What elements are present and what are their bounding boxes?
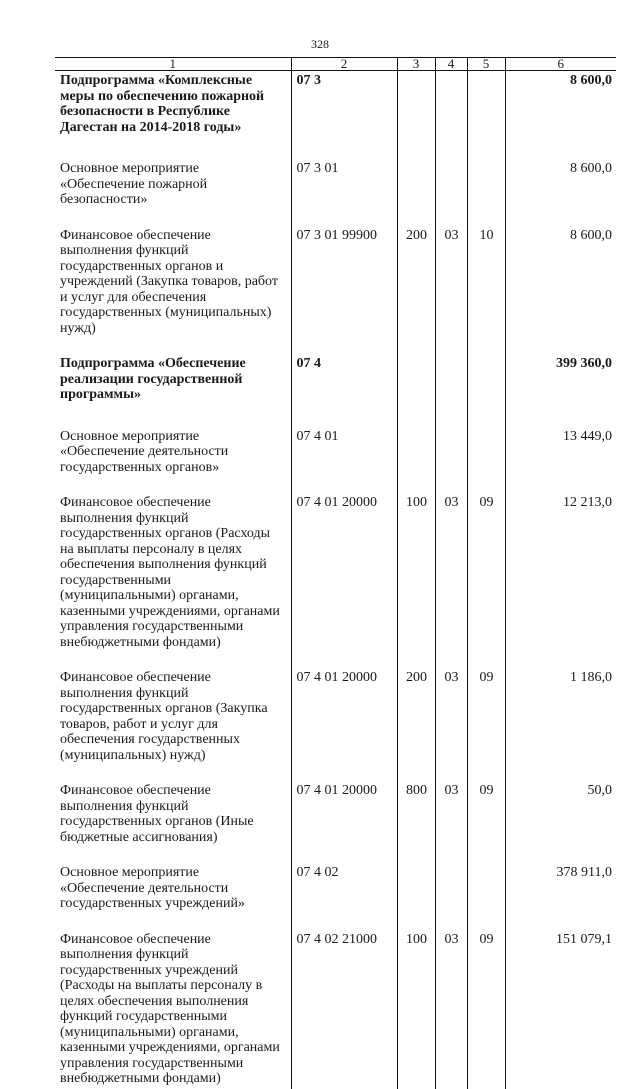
row-col3 <box>397 429 435 496</box>
table-row <box>55 161 616 228</box>
col-header-4: 4 <box>435 58 467 71</box>
row-code: 07 4 01 20000 <box>291 783 397 865</box>
header-row <box>55 58 616 71</box>
row-amount: 8 600,0 <box>505 71 616 162</box>
row-col5 <box>467 429 505 496</box>
table-row <box>55 783 616 865</box>
budget-table <box>55 57 616 1089</box>
row-col4 <box>435 429 467 496</box>
row-col3: 200 <box>397 228 435 357</box>
table-row <box>55 865 616 932</box>
row-description: Финансовое обеспечение выполнения функций государственных органов и учреждений (Закупка товаров, работ и услуг для обеспечения государственных (муниципальных) нужд) <box>60 227 278 336</box>
row-amount: 12 213,0 <box>505 495 616 670</box>
row-code: 07 4 01 20000 <box>291 670 397 783</box>
row-col5: 09 <box>467 932 505 1089</box>
row-code: 07 4 <box>291 356 397 429</box>
row-col4 <box>435 865 467 932</box>
page-number: 328 <box>311 37 329 51</box>
row-col5 <box>467 865 505 932</box>
row-col3: 100 <box>397 932 435 1089</box>
row-code: 07 4 01 20000 <box>291 495 397 670</box>
row-col3: 800 <box>397 783 435 865</box>
row-amount: 8 600,0 <box>505 228 616 357</box>
row-amount: 151 079,1 <box>505 932 616 1089</box>
table-row <box>55 228 616 357</box>
row-description: Финансовое обеспечение выполнения функций государственных органов (Закупка товаров, работ и услуг для обеспечения государственных (муниципальных) нужд) <box>60 670 268 763</box>
row-code: 07 4 02 21000 <box>291 932 397 1089</box>
table-row <box>55 356 616 429</box>
row-amount: 1 186,0 <box>505 670 616 783</box>
row-col4: 03 <box>435 932 467 1089</box>
row-col5 <box>467 161 505 228</box>
row-description: Основное мероприятие «Обеспечение пожарной безопасности» <box>60 161 208 207</box>
table-row <box>55 670 616 783</box>
row-col3: 100 <box>397 495 435 670</box>
row-col4 <box>435 356 467 429</box>
row-description: Финансовое обеспечение выполнения функций государственных учреждений (Расходы на выплаты персоналу в целях обеспечения выполнения функций государственными (муниципальными) органами, казенными учреждениями, органами управления государственными внебюджетными фондами) <box>60 931 280 1086</box>
table-row <box>55 495 616 670</box>
row-description: Подпрограмма «Комплексные меры по обеспечению пожарной безопасности в Республике Дагестан на 2014-2018 годы» <box>60 73 265 135</box>
row-code: 07 4 02 <box>291 865 397 932</box>
col-header-6: 6 <box>505 58 616 71</box>
row-description: Финансовое обеспечение выполнения функций государственных органов (Иные бюджетные ассигнования) <box>60 783 254 845</box>
row-amount: 13 449,0 <box>505 429 616 496</box>
row-amount: 399 360,0 <box>505 356 616 429</box>
row-col3 <box>397 356 435 429</box>
row-col5: 09 <box>467 783 505 865</box>
row-description: Финансовое обеспечение выполнения функций государственных органов (Расходы на выплаты персоналу в целях обеспечения выполнения функций государственными (муниципальными) органами, казенными учреждениями, органами управления государственными внебюджетными фондами) <box>60 495 280 650</box>
row-amount: 378 911,0 <box>505 865 616 932</box>
row-code: 07 3 01 99900 <box>291 228 397 357</box>
row-description: Основное мероприятие «Обеспечение деятельности государственных органов» <box>60 428 229 475</box>
col-header-2: 2 <box>291 58 397 71</box>
row-col3: 200 <box>397 670 435 783</box>
col-header-1: 1 <box>55 58 291 71</box>
row-col5: 09 <box>467 495 505 670</box>
row-col5 <box>467 356 505 429</box>
row-col5: 09 <box>467 670 505 783</box>
row-col4 <box>435 161 467 228</box>
row-description: Основное мероприятие «Обеспечение деятельности государственных учреждений» <box>60 865 245 911</box>
row-code: 07 3 01 <box>291 161 397 228</box>
row-col5: 10 <box>467 228 505 357</box>
row-col4: 03 <box>435 783 467 865</box>
row-amount: 50,0 <box>505 783 616 865</box>
row-code: 07 4 01 <box>291 429 397 496</box>
row-col4: 03 <box>435 495 467 670</box>
table-row <box>55 71 616 162</box>
row-col3 <box>397 71 435 162</box>
row-code: 07 3 <box>291 71 397 162</box>
row-col4: 03 <box>435 670 467 783</box>
row-col5 <box>467 71 505 162</box>
col-header-5: 5 <box>467 58 505 71</box>
col-header-3: 3 <box>397 58 435 71</box>
row-col3 <box>397 161 435 228</box>
row-col3 <box>397 865 435 932</box>
row-col4: 03 <box>435 228 467 357</box>
row-description: Подпрограмма «Обеспечение реализации государственной программы» <box>60 356 246 402</box>
table-row <box>55 932 616 1089</box>
row-amount: 8 600,0 <box>505 161 616 228</box>
table-row <box>55 429 616 496</box>
row-col4 <box>435 71 467 162</box>
